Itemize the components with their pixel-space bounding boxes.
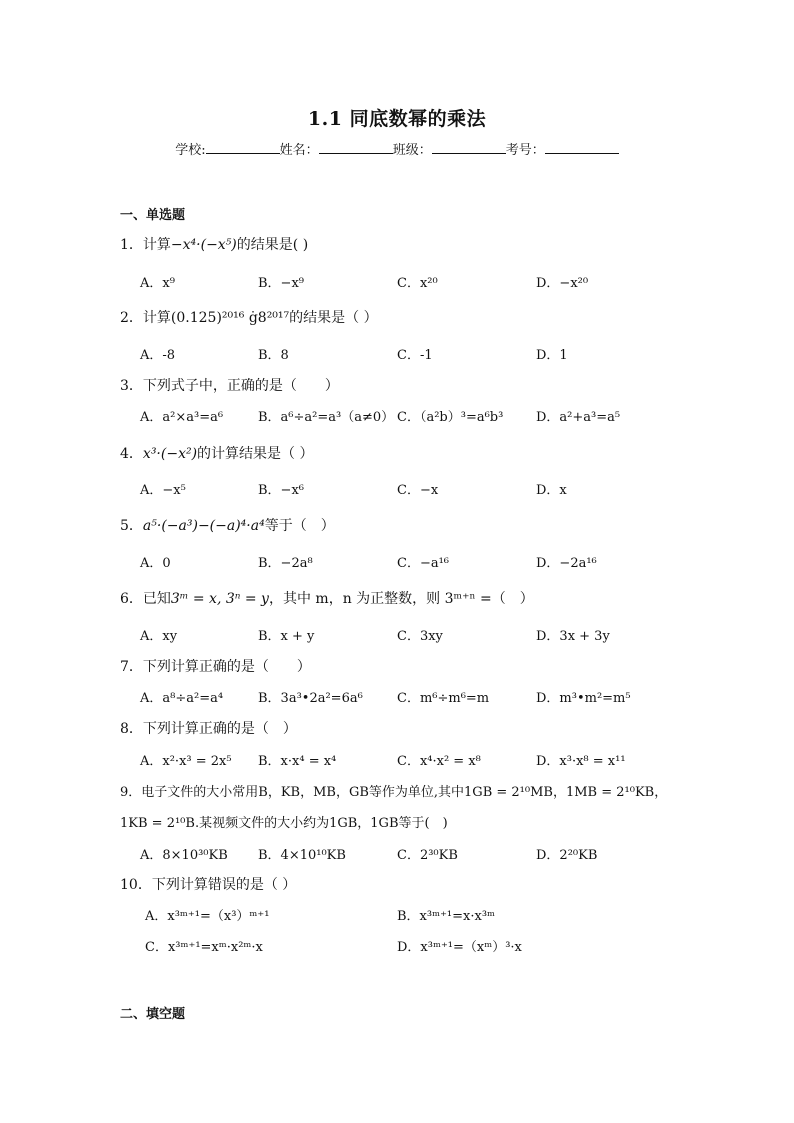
q6-option-c[interactable]: C．3xy bbox=[397, 629, 443, 644]
class-blank bbox=[432, 141, 506, 154]
question-9: 9．电子文件的大小常用B，KB，MB，GB等作为单位,其中1GB = 2¹⁰MB，1MB = 2¹⁰KB， bbox=[120, 785, 668, 800]
question-10: 10．下列计算错误的是（ ） bbox=[120, 877, 297, 893]
q4-option-d[interactable]: D．x bbox=[536, 483, 567, 498]
q6-option-b[interactable]: B．x + y bbox=[258, 629, 315, 644]
q3-option-a[interactable]: A．a²×a³=a⁶ bbox=[140, 410, 224, 425]
q10-option-b[interactable]: B．x³ᵐ⁺¹=x·x³ᵐ bbox=[397, 909, 496, 924]
q5-option-a[interactable]: A．0 bbox=[140, 556, 171, 571]
question-8: 8．下列计算正确的是（ ） bbox=[120, 721, 297, 737]
q9-option-c[interactable]: C．2³⁰KB bbox=[397, 848, 458, 863]
q7-option-a[interactable]: A．a⁸÷a²=a⁴ bbox=[140, 691, 224, 706]
q9-option-d[interactable]: D．2²⁰KB bbox=[536, 848, 598, 863]
question-5: 5．a⁵·(−a³)−(−a)⁴·a⁴等于（ ） bbox=[120, 518, 335, 534]
q8-option-b[interactable]: B．x·x⁴ = x⁴ bbox=[258, 754, 337, 769]
class-label: 班级： bbox=[392, 143, 432, 158]
q5-option-b[interactable]: B．−2a⁸ bbox=[258, 556, 313, 571]
q1-option-c[interactable]: C．x²⁰ bbox=[397, 276, 438, 291]
q2-option-d[interactable]: D．1 bbox=[536, 348, 568, 363]
question-1: 1．计算−x⁴·(−x⁵)的结果是( ) bbox=[120, 237, 309, 253]
question-4: 4．x³·(−x²)的计算结果是（ ） bbox=[120, 446, 314, 462]
q4-option-c[interactable]: C．−x bbox=[397, 483, 439, 498]
page-title: 1.1 同底数幂的乘法 bbox=[307, 108, 487, 130]
section-heading-single-choice: 一、单选题 bbox=[120, 208, 186, 223]
name-label: 姓名： bbox=[279, 143, 319, 158]
q7-option-b[interactable]: B．3a³•2a²=6a⁶ bbox=[258, 691, 363, 706]
q10-option-d[interactable]: D．x³ᵐ⁺¹=（xᵐ）³·x bbox=[397, 940, 522, 955]
student-info-line bbox=[0, 139, 794, 158]
question-6: 6．已知3ᵐ = x, 3ⁿ = y，其中 m，n 为正整数，则 3ᵐ⁺ⁿ =（ ） bbox=[120, 591, 534, 607]
question-3: 3．下列式子中，正确的是（ ） bbox=[120, 378, 339, 394]
school-blank bbox=[206, 141, 280, 154]
q1-option-b[interactable]: B．−x⁹ bbox=[258, 276, 304, 291]
q7-option-c[interactable]: C．m⁶÷m⁶=m bbox=[397, 691, 490, 706]
q9-option-b[interactable]: B．4×10¹⁰KB bbox=[258, 848, 346, 863]
section-heading-fill-blank: 二、填空题 bbox=[120, 1007, 186, 1022]
q1-option-d[interactable]: D．−x²⁰ bbox=[536, 276, 589, 291]
q10-option-c[interactable]: C．x³ᵐ⁺¹=xᵐ·x²ᵐ·x bbox=[145, 940, 263, 955]
number-label: 考号： bbox=[505, 143, 545, 158]
question-2: 2．计算(0.125)²⁰¹⁶ ġ8²⁰¹⁷的结果是（ ） bbox=[120, 310, 378, 326]
q6-option-d[interactable]: D．3x + 3y bbox=[536, 629, 610, 644]
q8-option-a[interactable]: A．x²·x³ = 2x⁵ bbox=[140, 754, 232, 769]
q2-option-a[interactable]: A．-8 bbox=[140, 348, 176, 363]
question-9-line-2: 1KB = 2¹⁰B.某视频文件的大小约为1GB，1GB等于( ) bbox=[120, 816, 448, 831]
question-7: 7．下列计算正确的是（ ） bbox=[120, 659, 311, 675]
q8-option-d[interactable]: D．x³·x⁸ = x¹¹ bbox=[536, 754, 626, 769]
school-label: 学校: bbox=[175, 143, 206, 158]
q10-option-a[interactable]: A．x³ᵐ⁺¹=（x³）ᵐ⁺¹ bbox=[145, 909, 270, 924]
q5-option-c[interactable]: C．−a¹⁶ bbox=[397, 556, 450, 571]
q6-option-a[interactable]: A．xy bbox=[140, 629, 178, 644]
q5-option-d[interactable]: D．−2a¹⁶ bbox=[536, 556, 597, 571]
q2-option-c[interactable]: C．-1 bbox=[397, 348, 433, 363]
q3-option-d[interactable]: D．a²+a³=a⁵ bbox=[536, 410, 621, 425]
q4-option-a[interactable]: A．−x⁵ bbox=[140, 483, 186, 498]
q4-option-b[interactable]: B．−x⁶ bbox=[258, 483, 304, 498]
q2-option-b[interactable]: B．8 bbox=[258, 348, 289, 363]
q8-option-c[interactable]: C．x⁴·x² = x⁸ bbox=[397, 754, 481, 769]
q7-option-d[interactable]: D．m³•m²=m⁵ bbox=[536, 691, 631, 706]
name-blank bbox=[319, 141, 393, 154]
number-blank bbox=[545, 141, 619, 154]
q3-option-b[interactable]: B．a⁶÷a²=a³（a≠0） bbox=[258, 410, 395, 425]
q9-option-a[interactable]: A．8×10³⁰KB bbox=[140, 848, 228, 863]
q1-option-a[interactable]: A．x⁹ bbox=[140, 276, 175, 291]
q3-option-c[interactable]: C．（a²b）³=a⁶b³ bbox=[397, 410, 504, 425]
